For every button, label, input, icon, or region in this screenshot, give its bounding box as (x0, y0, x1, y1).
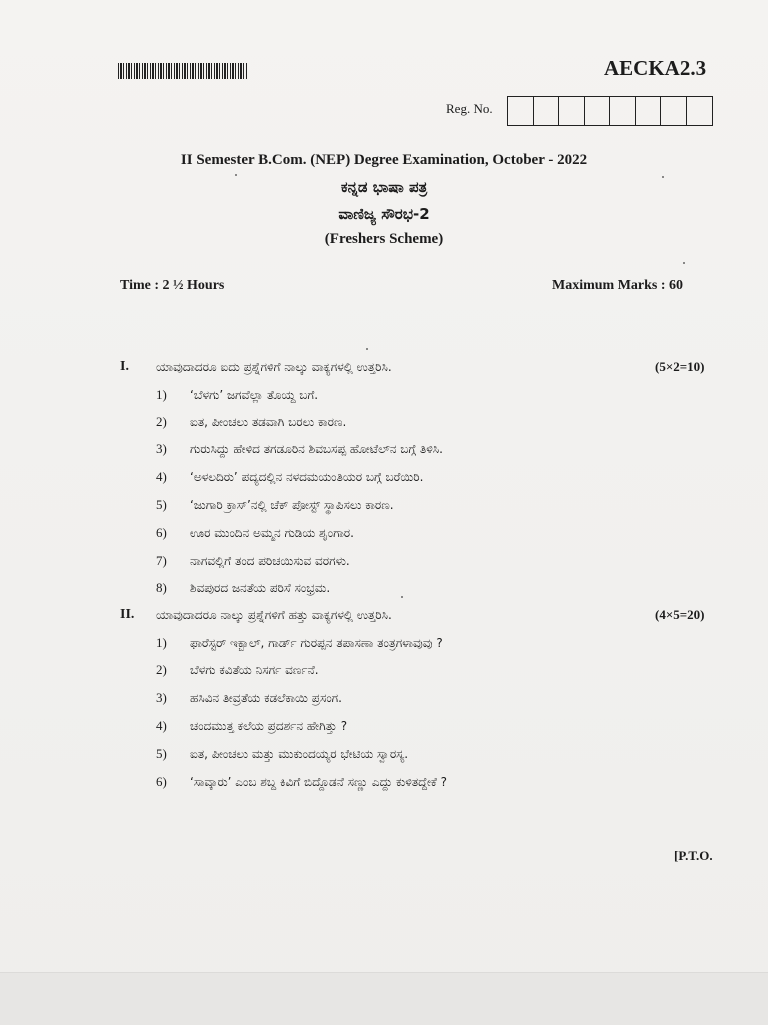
question-text: ಗುರುಸಿದ್ದು ಹೇಳಿದ ತಗಡೂರಿನ ಶಿವಬಸಪ್ಪ ಹೋಟೆಲ್‌ನ ಬಗ್ಗೆ ತಿಳಿಸಿ. (190, 442, 443, 456)
paper-title: ವಾಣಿಜ್ಯ ಸೌರಭ-2 (338, 205, 430, 223)
question-text: ಐತ, ಪೀಂಚಲು ತಡವಾಗಿ ಬರಲು ಕಾರಣ. (190, 415, 347, 429)
question-text: ‘ಅಳಲದಿರು’ ಪದ್ಯದಲ್ಲಿನ ನಳದಮಯಂತಿಯರ ಬಗ್ಗೆ ಬರೆಯಿರಿ. (190, 470, 424, 484)
reg-no-box (610, 97, 636, 125)
reg-no-box (508, 97, 534, 125)
question-text: ಹಸಿವಿನ ತೀವ್ರತೆಯ ಕಡಲೆಕಾಯಿ ಪ್ರಸಂಗ. (190, 691, 342, 705)
subject-title: ಕನ್ನಡ ಭಾಷಾ ಪತ್ರ (340, 178, 428, 196)
question-text: ಐತ, ಪೀಂಚಲು ಮತ್ತು ಮುಕುಂದಯ್ಯರ ಭೇಟಿಯ ಸ್ವಾರಸ್ಯ. (190, 747, 409, 761)
question-text: ಚಂದಮುತ್ತ ಕಲೆಯ ಪ್ರದರ್ಶನ ಹೇಗಿತ್ತು ? (190, 719, 348, 733)
question-number: 2) (156, 414, 167, 429)
section-marks: (4×5=20) (655, 607, 705, 622)
question-text: ‘ಬೆಳಗು’ ಜಗವೆಲ್ಲಾ ತೊಯ್ದ ಬಗೆ. (190, 388, 319, 402)
reg-no-label: Reg. No. (446, 101, 493, 116)
question-number: 8) (156, 580, 167, 595)
reg-no-box (585, 97, 611, 125)
question-number: 5) (156, 746, 167, 761)
scheme-title: (Freshers Scheme) (324, 231, 444, 247)
question-text: ಬೆಳಗು ಕವಿತೆಯ ನಿಸರ್ಗ ವರ್ಣನೆ. (190, 663, 319, 677)
question-number: 6) (156, 525, 167, 540)
reg-no-box (534, 97, 560, 125)
question-text: ‘ಜುಗಾರಿ ಕ್ರಾಸ್’ನಲ್ಲಿ ಚೆಕ್ ಪೋಸ್ಟ್ ಸ್ಥಾಪಿಸಲು ಕಾರಣ. (190, 498, 394, 512)
question-number: 3) (156, 441, 167, 456)
question-number: 1) (156, 387, 167, 402)
scan-speck (401, 596, 403, 598)
question-number: 6) (156, 774, 167, 789)
question-text: ಶಿವಪುರದ ಜನತೆಯ ಪರಿಸೆ ಸಂಭ್ರಮ. (190, 581, 331, 595)
scan-speck (683, 262, 685, 264)
question-number: 5) (156, 497, 167, 512)
reg-no-boxes (507, 96, 713, 126)
reg-no-box (661, 97, 687, 125)
page-bottom-fold (0, 972, 768, 1025)
barcode (118, 63, 248, 79)
question-text: ಫಾರೆಸ್ಟರ್ ಇಕ್ಬಾಲ್, ಗಾರ್ಡ್ ಗುರಪ್ಪನ ತಪಾಸಣಾ ತಂತ್ರಗಳಾವುವು ? (190, 636, 443, 650)
question-text: ನಾಗವಲ್ಲಿಗೆ ತಂದ ಪರಿಚಯಿಸುವ ವರಗಳು. (190, 554, 350, 568)
question-number: 3) (156, 690, 167, 705)
scan-speck (366, 348, 368, 350)
section-instruction: ಯಾವುದಾದರೂ ಐದು ಪ್ರಶ್ನೆಗಳಿಗೆ ನಾಲ್ಕು ವಾಕ್ಯಗಳಲ್ಲಿ ಉತ್ತರಿಸಿ. (156, 360, 392, 374)
maximum-marks: Maximum Marks : 60 (552, 278, 684, 293)
time-allowed: Time : 2 ½ Hours (120, 278, 225, 293)
exam-title: II Semester B.Com. (NEP) Degree Examination, October - 2022 (180, 152, 588, 168)
question-text: ‘ಸಾವ್ಕಾರು’ ಎಂಬ ಶಬ್ದ ಕಿವಿಗೆ ಬಿದ್ದೊಡನೆ ಸಣ್ಣು ಎದ್ದು ಕುಳಿತದ್ದೇಕೆ ? (190, 775, 447, 789)
reg-no-box (687, 97, 713, 125)
scan-speck (235, 174, 237, 176)
question-number: 1) (156, 635, 167, 650)
question-number: 2) (156, 662, 167, 677)
question-number: 7) (156, 553, 167, 568)
section-number: II. (120, 607, 135, 622)
reg-no-box (636, 97, 662, 125)
section-instruction: ಯಾವುದಾದರೂ ನಾಲ್ಕು ಪ್ರಶ್ನೆಗಳಿಗೆ ಹತ್ತು ವಾಕ್ಯಗಳಲ್ಲಿ ಉತ್ತರಿಸಿ. (156, 608, 392, 622)
paper-code: AECKA2.3 (604, 56, 707, 80)
scan-speck (662, 176, 664, 178)
section-number: I. (120, 359, 129, 374)
section-marks: (5×2=10) (655, 359, 705, 374)
please-turn-over: [P.T.O. (674, 848, 713, 863)
reg-no-box (559, 97, 585, 125)
question-number: 4) (156, 469, 167, 484)
question-number: 4) (156, 718, 167, 733)
question-text: ಊರ ಮುಂದಿನ ಅಮ್ಮನ ಗುಡಿಯ ಶೃಂಗಾರ. (190, 526, 354, 540)
